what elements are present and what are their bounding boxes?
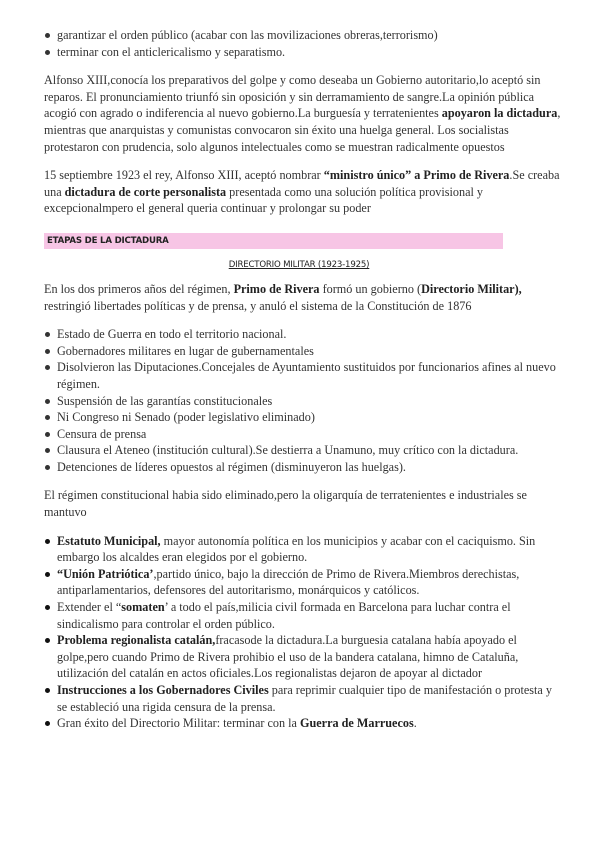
list-item: Instrucciones a los Gobernadores Civiles para reprimir cualquier tipo de manifestación o protesta y se estableció una rigida censura de la prensa. — [44, 682, 564, 715]
bullet-icon — [45, 332, 50, 337]
list-item-text: terminar con el anticlericalismo y separatismo. — [57, 44, 286, 59]
bullet-icon — [45, 688, 50, 693]
list-item — [44, 44, 564, 61]
subheading: DIRECTORIO MILITAR (1923-1925) — [228, 259, 370, 270]
document-content — [44, 27, 564, 732]
intro-bullet-list — [44, 27, 564, 60]
list-item — [44, 27, 564, 44]
paragraph-oligarchy: El régimen constitucional habia sido eliminado,pero la oligarquía de terratenientes e industriales se mantuvo — [44, 488, 527, 520]
bullet-icon — [45, 539, 50, 544]
list-item-text: Suspensión de las garantías constitucionales — [57, 393, 273, 408]
list-item-text: Estado de Guerra en todo el territorio nacional. — [57, 327, 287, 342]
list-item — [44, 459, 564, 476]
list-item: Extender el “somaten’ a todo el país,milicia civil formada en Barcelona para luchar contra el sindicalismo para controlar el orden público. — [44, 599, 564, 632]
list-item-text: Clausura el Ateneo (institución cultural).Se destierra a Unamuno, muy crítico con la dictadura. — [57, 443, 519, 458]
bullet-icon — [45, 605, 50, 610]
paragraph-single-minister: 15 septiembre 1923 el rey, Alfonso XIII, aceptó nombrar “ministro único” a Primo de Rivera.Se creaba una dictadura de corte personalista presentada como una solución política provisional y excepcionalmpero el general queria continuar y prolongar su poder — [44, 168, 560, 216]
bullet-icon — [45, 399, 50, 404]
bullet-icon — [45, 572, 50, 577]
bullet-icon — [45, 432, 50, 437]
paragraph-military-directory: En los dos primeros años del régimen, Primo de Rivera formó un gobierno (Directorio Militar), restringió libertades políticas y de prensa, y anuló el sistema de la Constitución de 1876 — [44, 281, 522, 313]
list-item-text: Detenciones de líderes opuestos al régimen (disminuyeron las huelgas). — [57, 459, 406, 474]
list-item-text: Ni Congreso ni Senado (poder legislativo eliminado) — [57, 410, 315, 425]
list-item: Gran éxito del Directorio Militar: terminar con la Guerra de Marruecos. — [44, 715, 564, 732]
bullet-icon — [45, 638, 50, 643]
bullet-icon — [45, 465, 50, 470]
policies-bullet-list — [44, 533, 564, 732]
list-item: Problema regionalista catalán,fracasode la dictadura.La burguesia catalana había apoyado el golpe,pero cuando Primo de Rivera prohibio el uso de la bandera catalana, himno de Cataluña, utilización del catalán en actos oficiales.Los regionalistas dejaron de apoyar al dictador — [44, 632, 564, 682]
list-item — [44, 426, 564, 443]
bullet-icon — [45, 721, 50, 726]
bullet-icon — [45, 33, 50, 38]
list-item-text: garantizar el orden público (acabar con las movilizaciones obreras,terrorismo) — [57, 28, 438, 42]
list-item: “Unión Patriótica’,partido único, bajo la dirección de Primo de Rivera.Miembros derechistas, antiparlamentarios, defensores del autoritarismo, monárquicos y católicos. — [44, 566, 564, 599]
bullet-icon — [45, 349, 50, 354]
list-item: Estatuto Municipal, mayor autonomía política en los municipios y acabar con el caciquismo. Sin embargo los alcaldes eran elegidos por el gobierno. — [44, 533, 564, 566]
list-item — [44, 409, 564, 426]
paragraph-coup-reception: Alfonso XIII,conocía los preparativos del golpe y como deseaba un Gobierno autoritario,lo aceptó sin reparos. El pronunciamiento triunfó sin oposición y sin derramamiento de sangre.La opinión pública acogió con agrado o indiferencia al nuevo gobierno.La burguesía y terratenientes apoyaron la dictadura, mientras que anarquistas y comunistas convocaron sin éxito una huelga general. Los socialistas protestaron con prudencia, solo algunos intelectuales como se muestran radicalmente opuestos — [44, 73, 561, 154]
list-item — [44, 343, 564, 360]
bullet-icon — [45, 448, 50, 453]
section-heading: ETAPAS DE LA DICTADURA — [44, 233, 503, 249]
bullet-icon — [45, 50, 50, 55]
list-item — [44, 326, 564, 343]
list-item — [44, 442, 564, 459]
list-item-text: Disolvieron las Diputaciones.Concejales de Ayuntamiento sustituidos por funcionarios afines al nuevo régimen. — [57, 360, 556, 391]
list-item-text: Gobernadores militares en lugar de gubernamentales — [57, 343, 314, 358]
list-item — [44, 393, 564, 410]
list-item-text: Censura de prensa — [57, 426, 147, 441]
measures-bullet-list — [44, 326, 564, 475]
bullet-icon — [45, 415, 50, 420]
bullet-icon — [45, 365, 50, 370]
list-item — [44, 359, 564, 392]
